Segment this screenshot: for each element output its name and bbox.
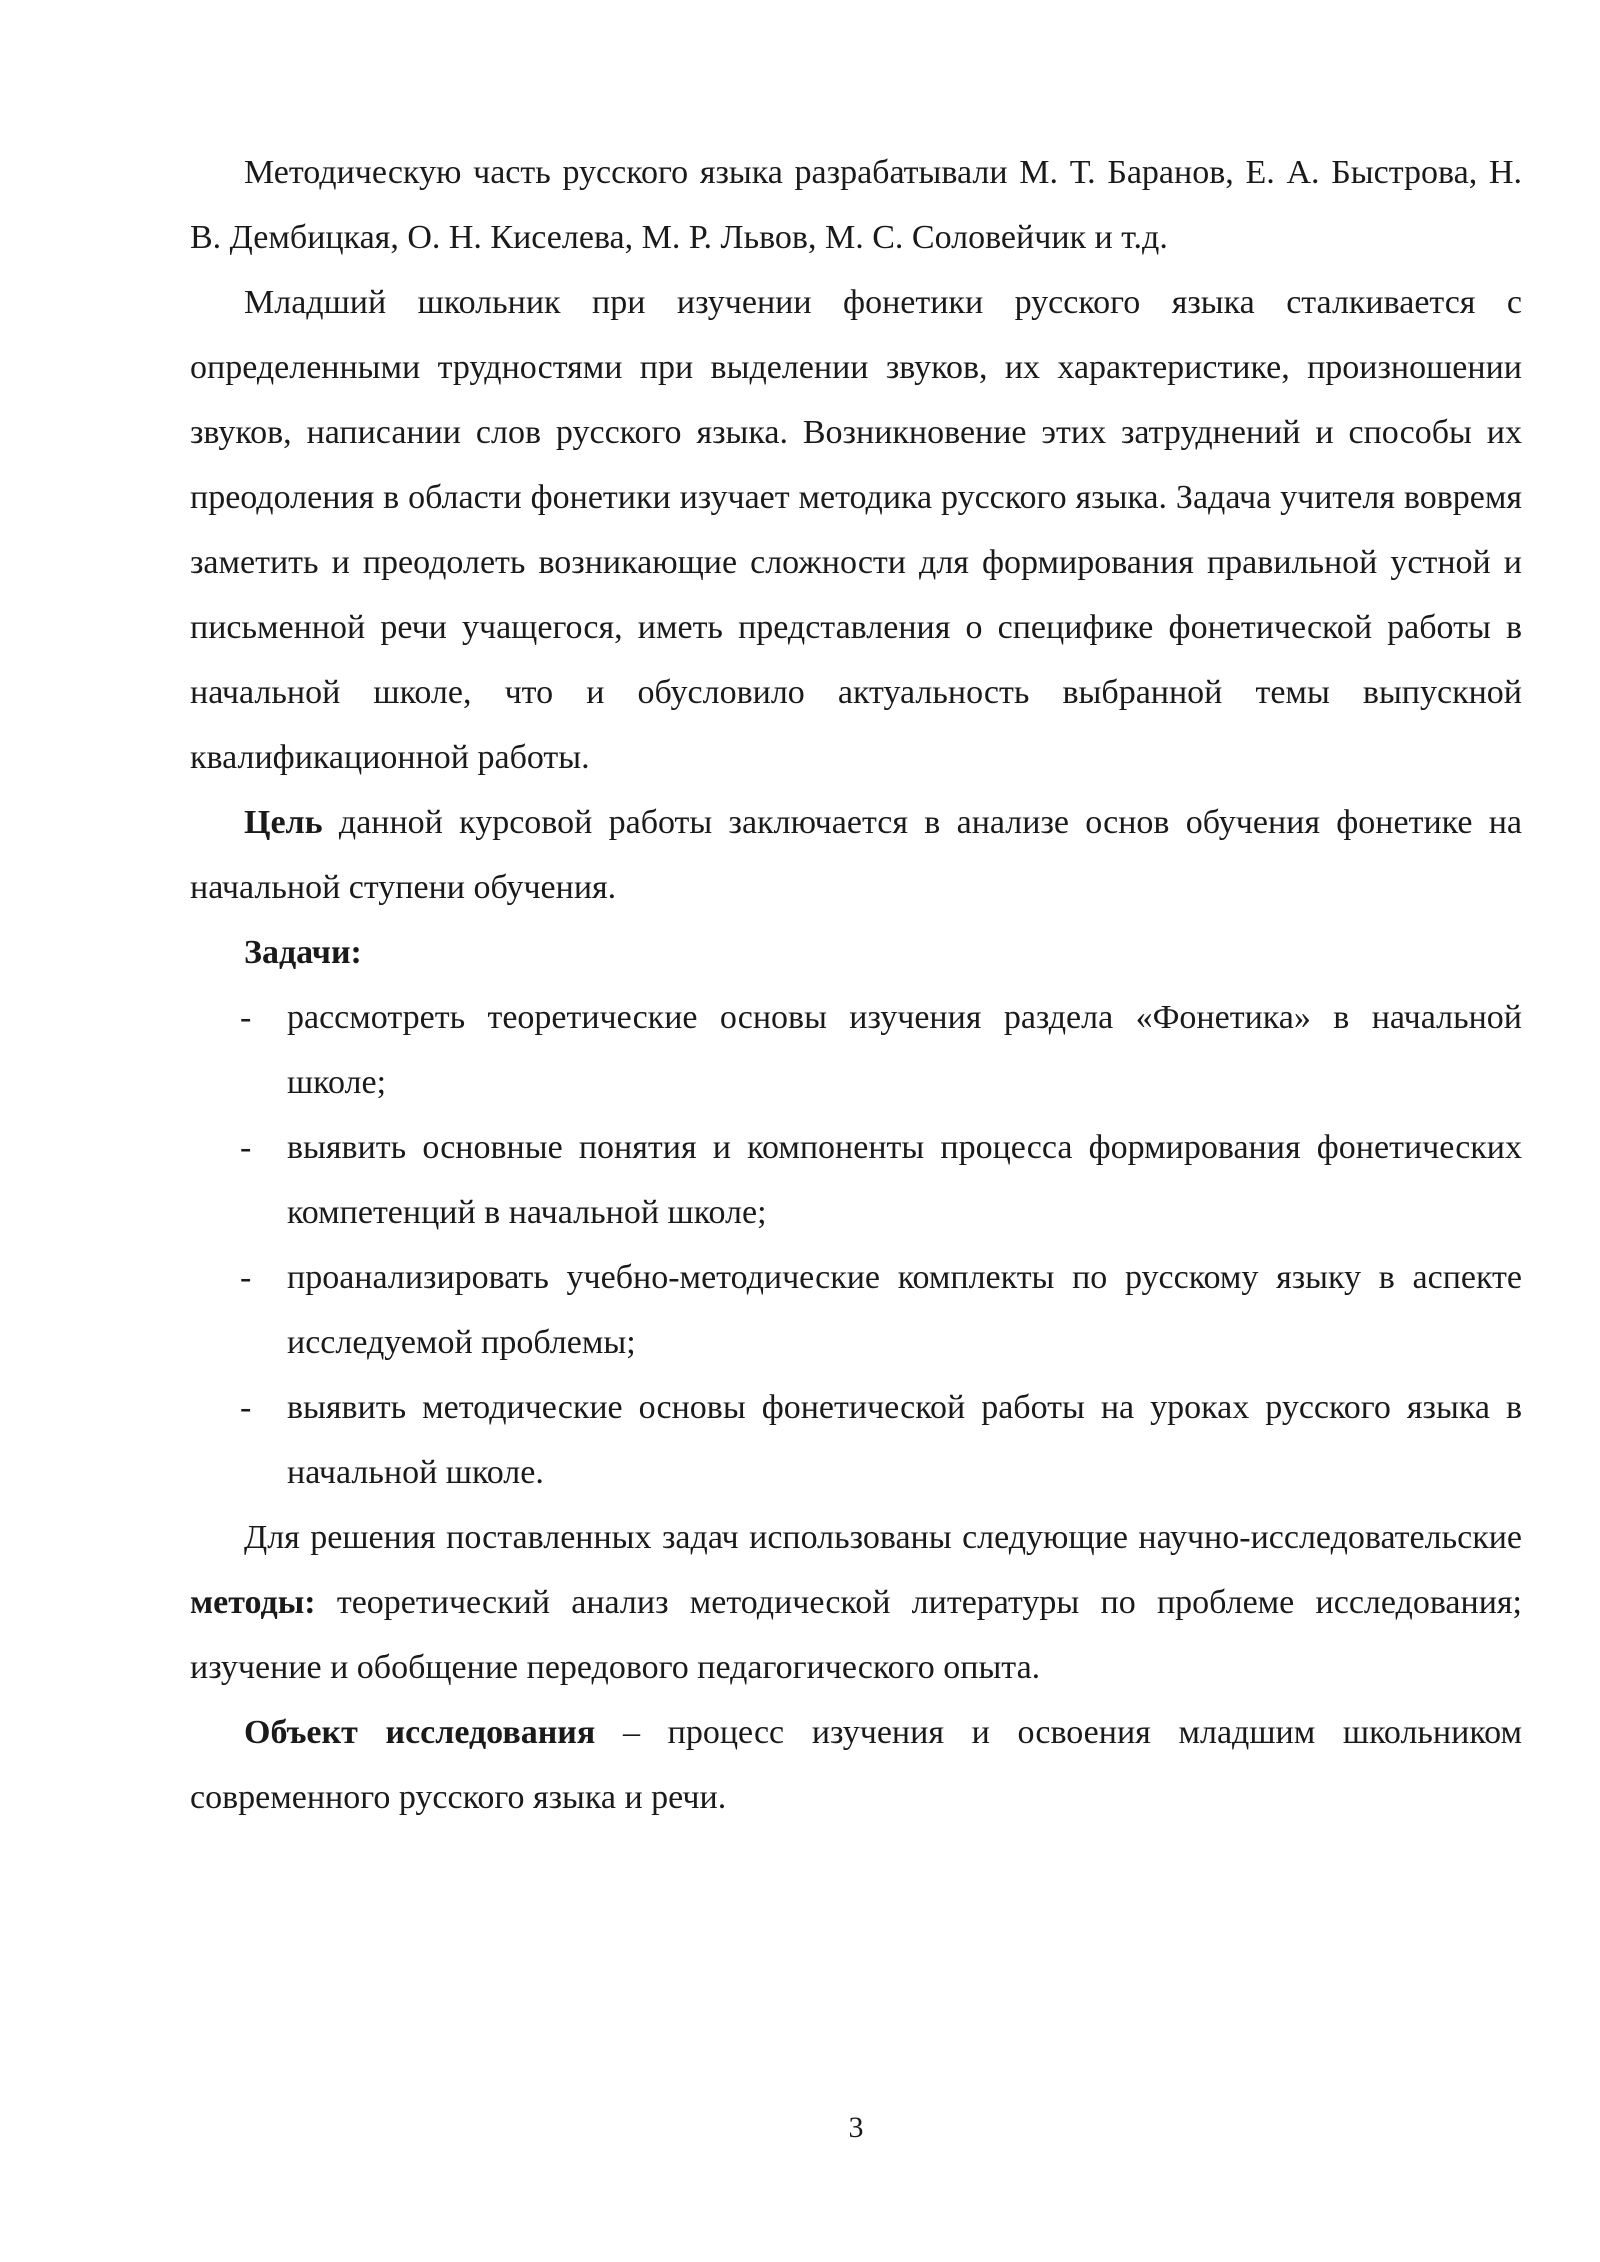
bullet-dash: - (240, 1259, 252, 1296)
page-body (190, 140, 1522, 1830)
bullet-dash: - (240, 1389, 252, 1426)
list-item (190, 1375, 1522, 1505)
bullet-dash: - (240, 1129, 252, 1166)
methods-label: методы: (190, 1584, 316, 1621)
list-item (190, 1245, 1522, 1375)
task-list (190, 985, 1522, 1505)
paragraph-relevance: Младший школьник при изучении фонетики русского языка сталкивается с определенными трудностями при выделении звуков, их характеристике, произношении звуков, написании слов русского языка. Возникновение этих затруднений и способы их преодоления в области фонетики изучает методика русского языка. Задача учителя вовремя заметить и преодолеть возникающие сложности для формирования правильной устной и письменной речи учащегося, иметь представления о специфике фонетической работы в начальной школе, что и обусловило актуальность выбранной темы выпускной квалификационной работы. (190, 284, 1522, 776)
list-item (190, 1115, 1522, 1245)
goal-label: Цель (244, 804, 323, 841)
methods-text-intro: Для решения поставленных задач использованы следующие научно-исследовательские (244, 1519, 1522, 1556)
goal-text: данной курсовой работы заключается в анализе основ обучения фонетике на начальной ступени обучения. (190, 804, 1522, 906)
task-text: проанализировать учебно-методические комплекты по русскому языку в аспекте исследуемой проблемы; (287, 1259, 1522, 1361)
task-text: выявить основные понятия и компоненты процесса формирования фонетических компетенций в начальной школе; (287, 1129, 1522, 1231)
methods-text-rest: теоретический анализ методической литературы по проблеме исследования; изучение и обобщение передового педагогического опыта. (190, 1584, 1522, 1686)
tasks-heading: Задачи: (244, 934, 362, 971)
task-text: рассмотреть теоретические основы изучения раздела «Фонетика» в начальной школе; (287, 999, 1522, 1101)
paragraph-methodologists: Методическую часть русского языка разрабатывали М. Т. Баранов, Е. А. Быстрова, Н. В. Дембицкая, О. Н. Киселева, М. Р. Львов, М. С. Соловейчик и т.д. (190, 154, 1522, 256)
bullet-dash: - (240, 999, 252, 1036)
paragraph-research-object (190, 1700, 1522, 1830)
research-object-text: – процесс изучения и освоения младшим школьником современного русского языка и речи. (190, 1714, 1522, 1816)
paragraph-methods (190, 1505, 1522, 1700)
task-text: выявить методические основы фонетической работы на уроках русского языка в начальной школе. (287, 1389, 1522, 1491)
page-number: 3 (848, 2111, 864, 2144)
list-item (190, 985, 1522, 1115)
paragraph-goal (190, 790, 1522, 920)
research-object-label: Объект исследования (244, 1714, 596, 1751)
